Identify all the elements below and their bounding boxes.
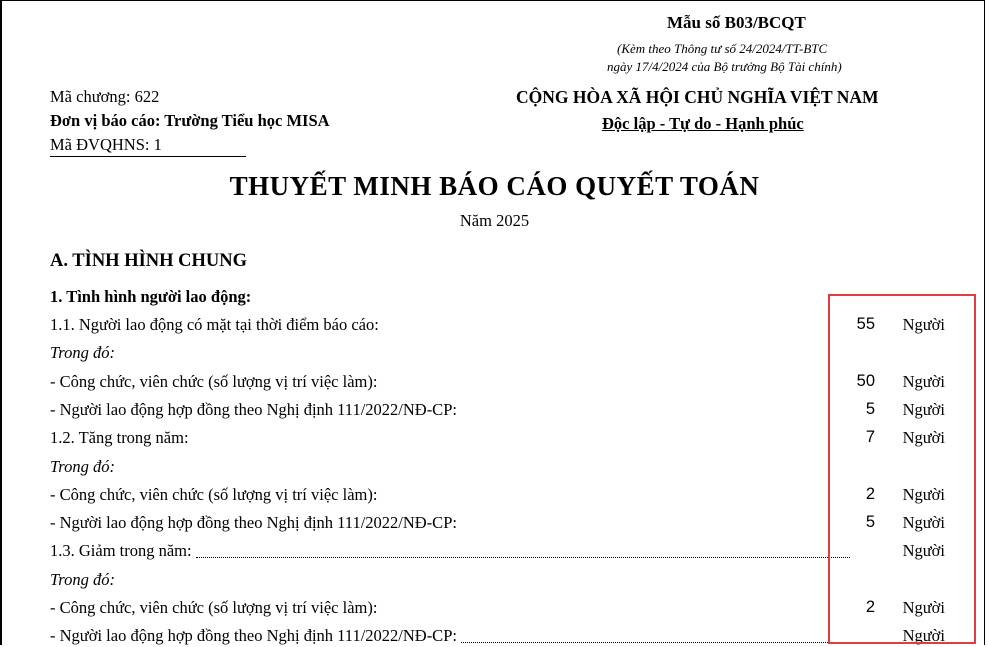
table-row [50, 428, 945, 452]
row-label: 1.2. Tăng trong năm: [50, 428, 189, 448]
form-note-line-2: ngày 17/4/2024 của Bộ trưởng Bộ Tài chính) [607, 59, 842, 74]
row-label: Trong đó: [50, 343, 115, 363]
document-year: Năm 2025 [459, 211, 530, 230]
table-row [50, 513, 945, 537]
section-heading: A. TÌNH HÌNH CHUNG [50, 251, 248, 271]
table-row [50, 400, 945, 424]
table-row [50, 485, 945, 509]
reporting-unit: Đơn vị báo cáo: Trường Tiểu học MISA [50, 111, 330, 130]
row-value: 55 [856, 315, 875, 333]
row-value: 2 [865, 598, 875, 616]
row-label: - Công chức, viên chức (số lượng vị trí việc làm): [50, 484, 378, 504]
form-note-line-1: (Kèm theo Thông tư số 24/2024/TT-BTC [617, 41, 828, 56]
table-row [50, 457, 945, 481]
row-unit: Người [902, 399, 945, 419]
row-unit: Người [902, 541, 945, 561]
row-unit: Người [902, 513, 945, 533]
row-unit: Người [902, 598, 945, 617]
row-unit: Người [902, 428, 945, 448]
document-title: THUYẾT MINH BÁO CÁO QUYẾT TOÁN [229, 171, 760, 201]
table-row [50, 372, 945, 396]
row-value: 50 [856, 371, 875, 390]
row-unit: Người [902, 315, 945, 334]
row-label: 1.1. Người lao động có mặt tại thời điểm báo cáo: [50, 315, 379, 334]
row-label: - Công chức, viên chức (số lượng vị trí việc làm): [50, 598, 378, 617]
table-row [50, 570, 945, 594]
row-label: Trong đó: [50, 569, 115, 589]
row-label: - Người lao động hợp đồng theo Nghị định 111/2022/NĐ-CP: [50, 399, 457, 419]
row-value: 2 [865, 484, 875, 503]
row-label: - Công chức, viên chức (số lượng vị trí việc làm): [50, 371, 378, 391]
row-value: 7 [865, 428, 875, 447]
table-row [50, 541, 945, 565]
chapter-code: Mã chương: 622 [50, 87, 160, 106]
row-unit: Người [902, 484, 945, 504]
table-row [50, 315, 945, 339]
highlight-box [828, 294, 976, 644]
subsection-heading: 1. Tình hình người lao động: [50, 287, 252, 306]
dotted-leader [461, 642, 850, 643]
row-value: 5 [865, 513, 875, 532]
table-row [50, 626, 945, 645]
table-row [50, 598, 945, 622]
form-code: Mẫu số B03/BCQT [667, 13, 806, 32]
row-label: Trong đó: [50, 456, 115, 476]
row-unit: Người [902, 371, 945, 391]
national-title: CỘNG HÒA XÃ HỘI CHỦ NGHĨA VIỆT NAM [516, 87, 879, 107]
row-label: - Người lao động hợp đồng theo Nghị định 111/2022/NĐ-CP: [50, 626, 457, 645]
row-unit: Người [902, 626, 945, 645]
row-label: 1.3. Giảm trong năm: [50, 541, 192, 561]
national-motto: Độc lập - Tự do - Hạnh phúc [602, 114, 804, 133]
row-value: 5 [865, 399, 875, 418]
table-row [50, 343, 945, 367]
dvqhns-code: Mã ĐVQHNS: 1 [50, 135, 246, 157]
row-label: - Người lao động hợp đồng theo Nghị định 111/2022/NĐ-CP: [50, 513, 457, 533]
dotted-leader [196, 557, 850, 558]
